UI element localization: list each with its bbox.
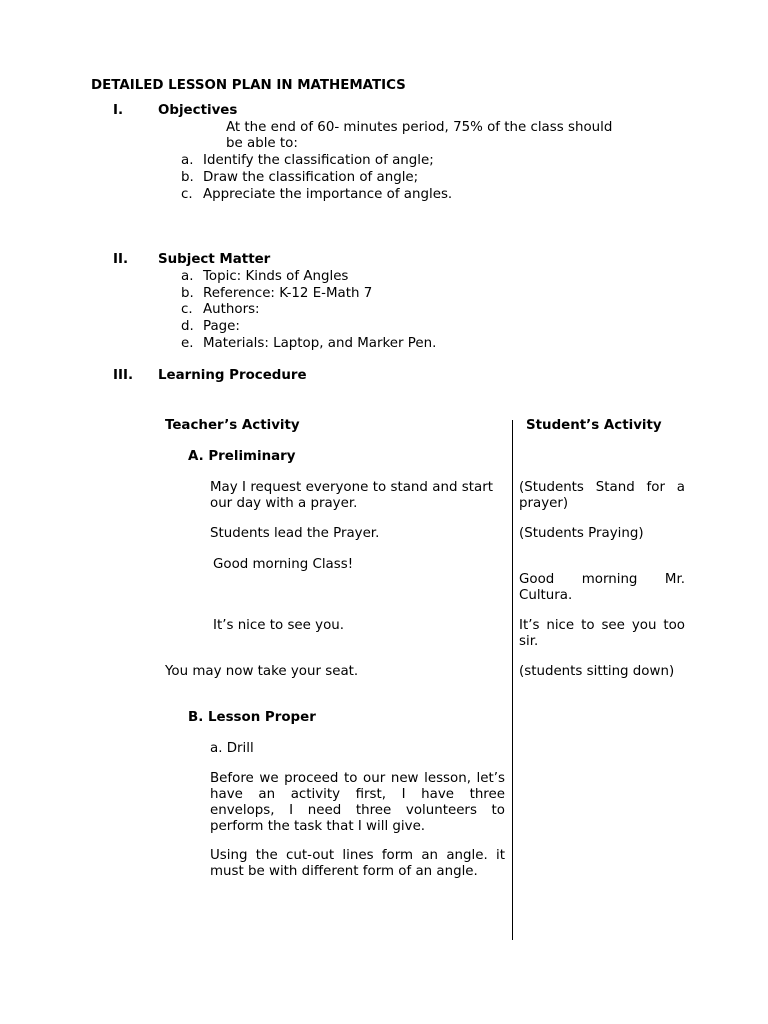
subject-letter: a.	[181, 269, 194, 284]
teacher-paragraph: Before we proceed to our new lesson, let’s have an activity first, I have three envelops, I need three volunteers to perform the task that I will give.	[210, 771, 505, 834]
objective-letter: c.	[181, 187, 193, 202]
column-divider	[512, 420, 513, 940]
subject-item-topic: Topic: Kinds of Angles	[203, 269, 349, 284]
objective-letter: a.	[181, 153, 194, 168]
student-line: It’s nice to see you too sir.	[519, 618, 685, 649]
objectives-intro-line-1: At the end of 60- minutes period, 75% of the class should	[226, 120, 613, 135]
subject-item-materials: Materials: Laptop, and Marker Pen.	[203, 336, 437, 351]
student-line: (students sitting down)	[519, 664, 675, 679]
student-line: (Students Stand for a prayer)	[519, 480, 685, 511]
student-activity-header: Student’s Activity	[526, 418, 662, 433]
objectives-intro-line-2: be able to:	[226, 136, 298, 151]
teacher-line: May I request everyone to stand and start our day with a prayer.	[210, 480, 493, 511]
section-heading-subject-matter: Subject Matter	[158, 252, 271, 267]
drill-label: a. Drill	[210, 741, 254, 756]
student-line: Good morning Mr. Cultura.	[519, 572, 685, 603]
subject-letter: d.	[181, 319, 194, 334]
objective-letter: b.	[181, 170, 194, 185]
student-line: (Students Praying)	[519, 526, 644, 541]
section-numeral-objectives: I.	[113, 103, 124, 118]
teacher-line: Students lead the Prayer.	[210, 526, 380, 541]
teacher-line: Good morning Class!	[213, 557, 354, 572]
subsection-lesson-proper: B. Lesson Proper	[188, 710, 316, 725]
teacher-line: You may now take your seat.	[165, 664, 359, 679]
teacher-paragraph: Using the cut-out lines form an angle. it must be with different form of an angle.	[210, 848, 505, 879]
section-heading-procedure: Learning Procedure	[158, 368, 307, 383]
section-numeral-procedure: III.	[113, 368, 134, 383]
subject-item-page: Page:	[203, 319, 240, 334]
subject-letter: e.	[181, 336, 194, 351]
subject-item-reference: Reference: K-12 E-Math 7	[203, 286, 373, 301]
subject-item-authors: Authors:	[203, 302, 260, 317]
teacher-line: It’s nice to see you.	[213, 618, 345, 633]
objective-item: Identify the classification of angle;	[203, 153, 434, 168]
subject-letter: c.	[181, 302, 193, 317]
section-numeral-subject-matter: II.	[113, 252, 129, 267]
subsection-preliminary: A. Preliminary	[188, 449, 296, 464]
subject-letter: b.	[181, 286, 194, 301]
document-title: DETAILED LESSON PLAN IN MATHEMATICS	[91, 78, 406, 93]
objective-item: Draw the classification of angle;	[203, 170, 419, 185]
section-heading-objectives: Objectives	[158, 103, 238, 118]
teacher-activity-header: Teacher’s Activity	[165, 418, 300, 433]
objective-item: Appreciate the importance of angles.	[203, 187, 453, 202]
